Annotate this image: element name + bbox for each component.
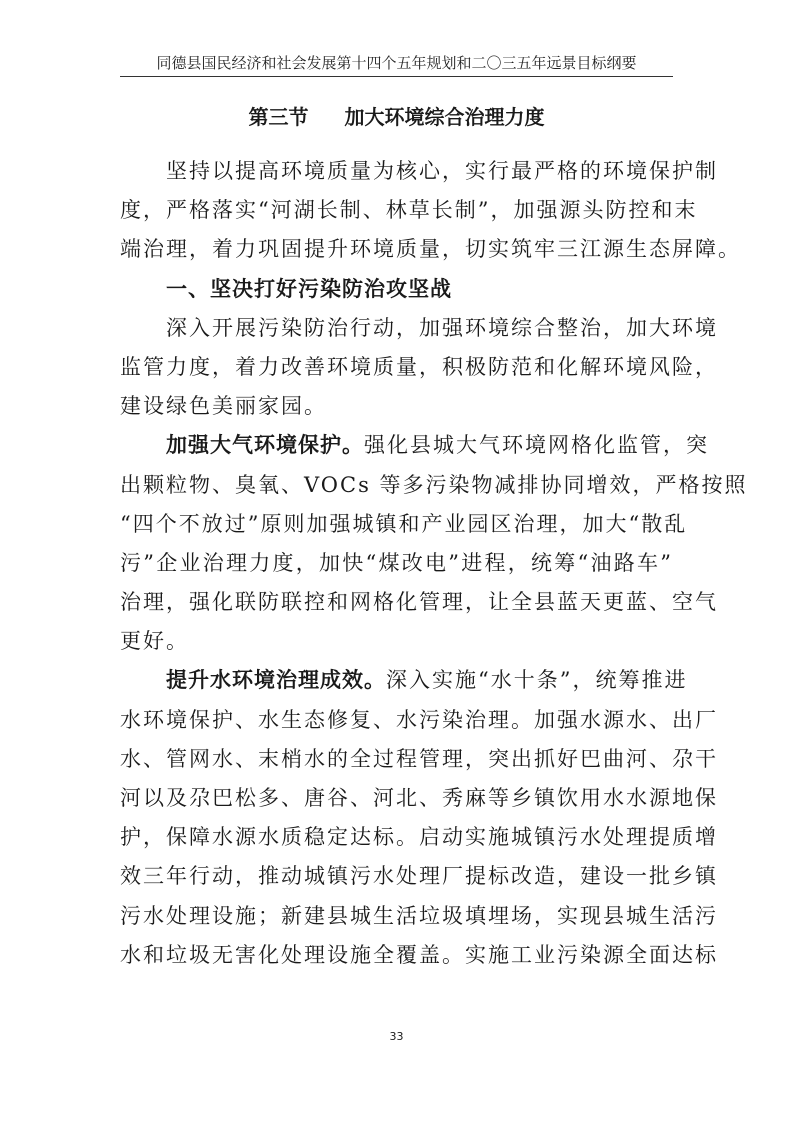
intro-line: 坚持以提高环境质量为核心，实行最严格的环境保护制: [166, 159, 718, 183]
paragraph-line: 水、管网水、末梢水的全过程管理，突出抓好巴曲河、尕干: [120, 746, 718, 771]
intro-line: 端治理，着力巩固提升环境质量，切实筑牢三江源生态屏障。: [120, 237, 741, 262]
paragraph-line: 更好。: [120, 629, 189, 654]
paragraph-line: 建设绿色美丽家园。: [120, 394, 327, 419]
paragraph-line: 河以及尕巴松多、唐谷、河北、秀麻等乡镇饮用水水源地保: [120, 786, 718, 810]
paragraph-line: 出颗粒物、臭氧、VOCs 等多污染物减排协同增效，严格按照: [120, 472, 748, 497]
paragraph-line: 深入开展污染防治行动，加强环境综合整治，加大环境: [166, 315, 718, 340]
paragraph-line: 效三年行动，推动城镇污水处理厂提标改造，建设一批乡镇: [120, 864, 718, 889]
intro-line: 度，严格落实“河湖长制、林草长制”，加强源头防控和末: [120, 198, 698, 223]
section-number: 第三节: [248, 105, 309, 129]
paragraph-line-rest: 深入实施“水十条”，统筹推进: [386, 668, 688, 693]
paragraph-line: 水环境保护、水生态修复、水污染治理。加强水源水、出厂: [120, 707, 718, 732]
section-title-text: 加大环境综合治理力度: [344, 105, 545, 129]
header-rule: [120, 76, 673, 77]
paragraph-lead: 提升水环境治理成效。: [166, 668, 386, 693]
page-number: 33: [389, 1030, 404, 1043]
subsection-heading: 一、坚决打好污染防治攻坚战: [166, 276, 452, 301]
paragraph-line: 污”企业治理力度，加快“煤改电”进程，统筹“油路车”: [120, 550, 673, 575]
body-text: [120, 152, 748, 975]
paragraph-line: [120, 661, 688, 700]
paragraph-line: 护，保障水源水质稳定达标。启动实施城镇污水处理提质增: [120, 825, 718, 850]
running-header: 同德县国民经济和社会发展第十四个五年规划和二〇三五年远景目标纲要: [156, 54, 637, 72]
paragraph-line-rest: 强化县城大气环境网格化监管，突: [364, 433, 709, 458]
paragraph-line: 监管力度，着力改善环境质量，积极防范和化解环境风险，: [120, 354, 718, 379]
section-title: [120, 100, 673, 134]
paragraph-line: 污水处理设施；新建县城生活垃圾填埋场，实现县城生活污: [120, 903, 718, 928]
paragraph-line: “四个不放过”原则加强城镇和产业园区治理，加大“散乱: [120, 511, 688, 536]
paragraph-line: [120, 426, 709, 465]
paragraph-line: 水和垃圾无害化处理设施全覆盖。实施工业污染源全面达标: [120, 942, 718, 967]
paragraph-line: 治理，强化联防联控和网格化管理，让全县蓝天更蓝、空气: [120, 590, 718, 615]
paragraph-lead: 加强大气环境保护。: [166, 433, 364, 458]
